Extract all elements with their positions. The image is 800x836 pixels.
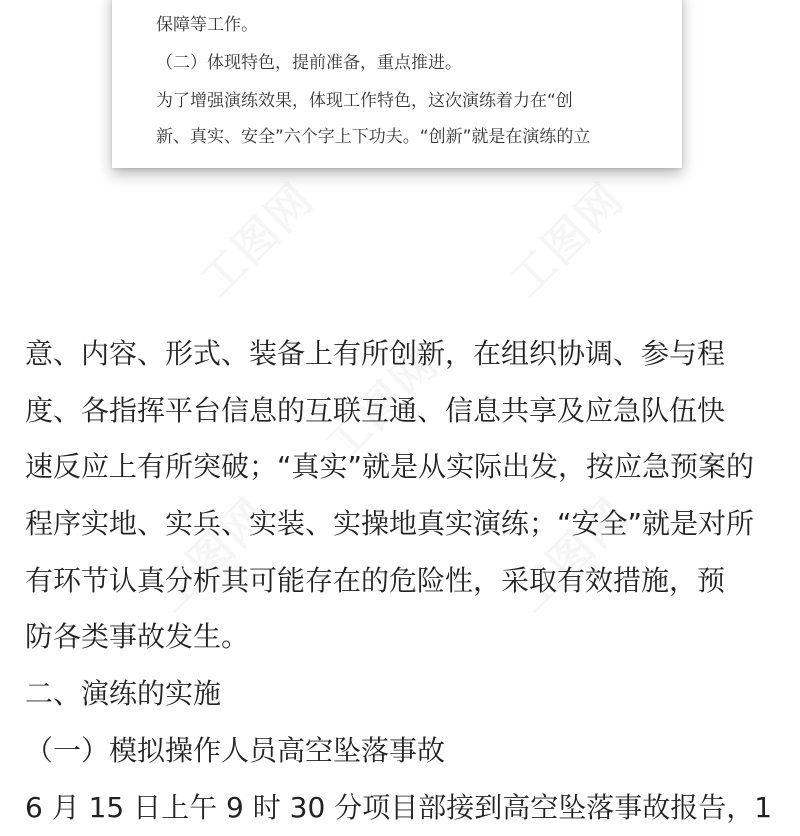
paragraph-line-cut: 6 月 15 日上午 9 时 30 分项目部接到高空坠落事故报告，1	[25, 780, 785, 836]
document-card	[112, 0, 682, 168]
card-line: （二）体现特色，提前准备，重点推进。	[156, 52, 462, 74]
paragraph-line: 程序实地、实兵、实装、实操地真实演练；“安全”就是对所	[25, 496, 785, 553]
watermark	[183, 166, 326, 309]
watermark	[493, 166, 636, 309]
paragraph-line: 速反应上有所突破；“真实”就是从实际出发，按应急预案的	[25, 439, 785, 496]
card-line: 保障等工作。	[156, 14, 258, 36]
paragraph-line: 有环节认真分析其可能存在的危险性，采取有效措施，预	[25, 553, 785, 610]
paragraph-line: 度、各指挥平台信息的互联互通、信息共享及应急队伍快	[25, 383, 785, 440]
document-body	[25, 326, 785, 836]
section-heading: 二、演练的实施	[25, 666, 785, 723]
sub-heading: （一）模拟操作人员高空坠落事故	[25, 723, 785, 780]
card-line: 新、真实、安全”六个字上下功夫。“创新”就是在演练的立	[156, 126, 590, 148]
paragraph-line: 防各类事故发生。	[25, 609, 785, 666]
paragraph-line: 意、内容、形式、装备上有所创新，在组织协调、参与程	[25, 326, 785, 383]
card-line: 为了增强演练效果，体现工作特色，这次演练着力在“创	[156, 90, 573, 112]
